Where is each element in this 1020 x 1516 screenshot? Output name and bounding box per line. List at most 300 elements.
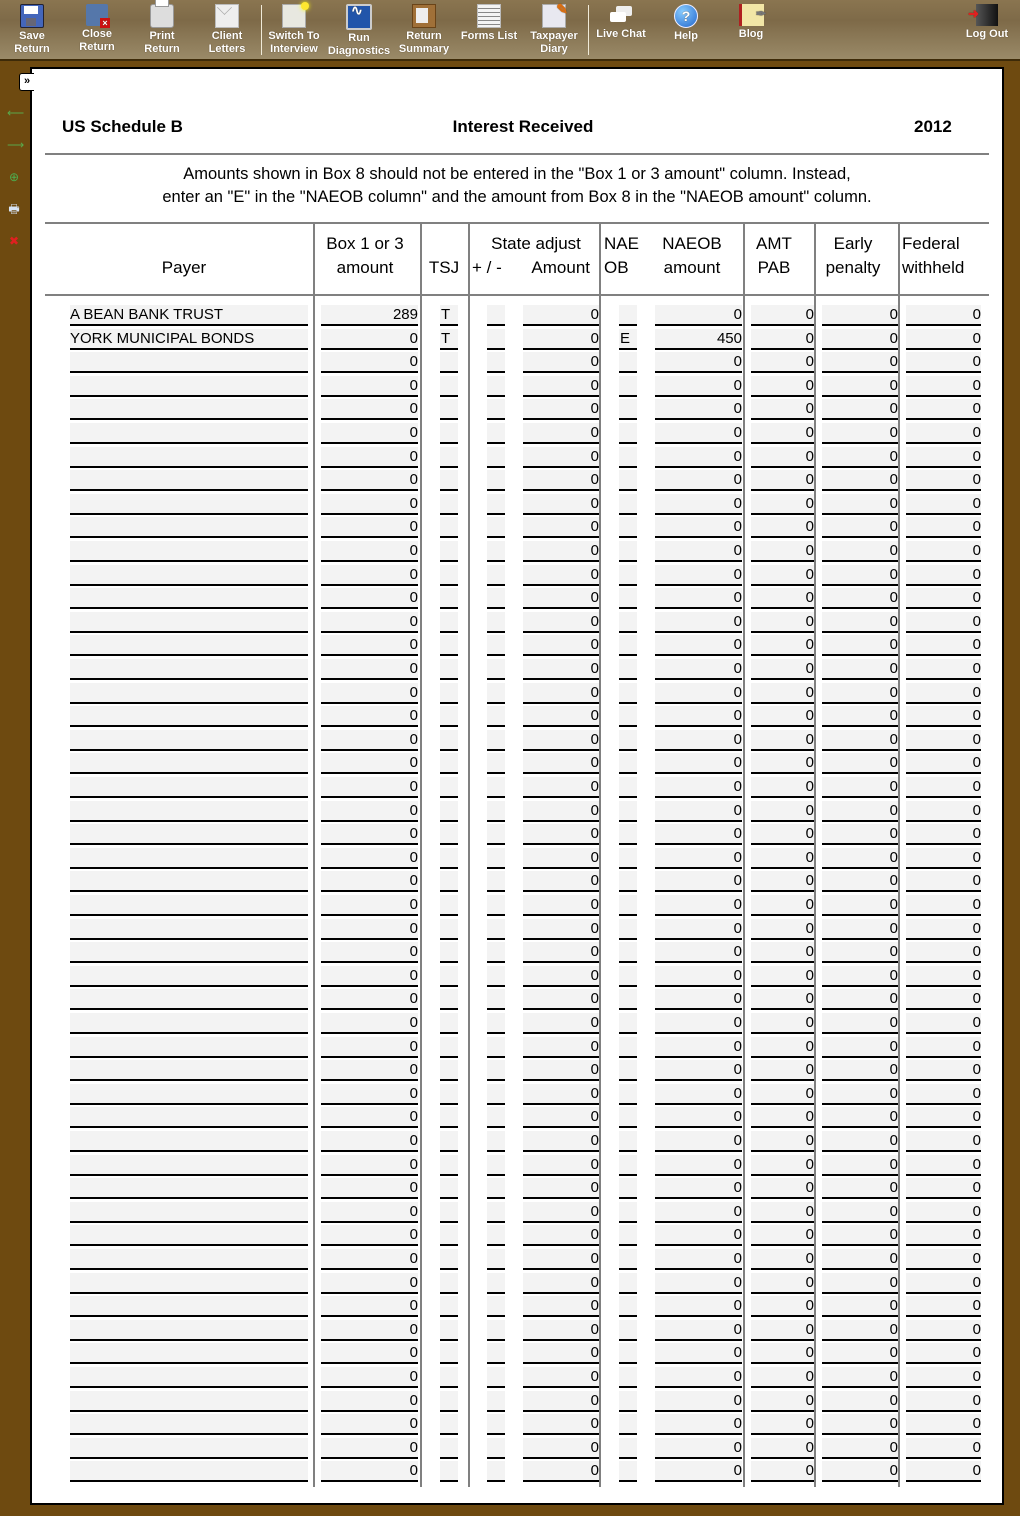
box13-amount-field[interactable]: 0 <box>321 376 418 397</box>
payer-field[interactable] <box>70 612 308 633</box>
state-adjust-sign-field[interactable] <box>487 989 505 1010</box>
box13-amount-field[interactable]: 0 <box>321 494 418 515</box>
amt-pab-field[interactable]: 0 <box>751 1155 814 1176</box>
naeob-amount-field[interactable]: 0 <box>655 1131 742 1152</box>
federal-withheld-field[interactable]: 0 <box>906 871 981 892</box>
next-arrow-icon[interactable]: ⟶ <box>7 138 25 152</box>
state-adjust-sign-field[interactable] <box>487 1249 505 1270</box>
amt-pab-field[interactable]: 0 <box>751 588 814 609</box>
naeob-code-field[interactable] <box>619 376 637 397</box>
federal-withheld-field[interactable]: 0 <box>906 1155 981 1176</box>
state-adjust-sign-field[interactable] <box>487 659 505 680</box>
naeob-amount-field[interactable]: 0 <box>655 1225 742 1246</box>
naeob-code-field[interactable] <box>619 423 637 444</box>
amt-pab-field[interactable]: 0 <box>751 1013 814 1034</box>
box13-amount-field[interactable]: 0 <box>321 329 418 350</box>
box13-amount-field[interactable]: 0 <box>321 1343 418 1364</box>
state-adjust-amount-field[interactable]: 0 <box>523 706 599 727</box>
federal-withheld-field[interactable]: 0 <box>906 848 981 869</box>
state-adjust-amount-field[interactable]: 0 <box>523 824 599 845</box>
tsj-field[interactable] <box>440 1084 458 1105</box>
box13-amount-field[interactable]: 0 <box>321 399 418 420</box>
state-adjust-sign-field[interactable] <box>487 730 505 751</box>
box13-amount-field[interactable]: 0 <box>321 824 418 845</box>
state-adjust-amount-field[interactable]: 0 <box>523 1296 599 1317</box>
federal-withheld-field[interactable]: 0 <box>906 352 981 373</box>
naeob-amount-field[interactable]: 0 <box>655 801 742 822</box>
early-penalty-field[interactable]: 0 <box>822 989 898 1010</box>
amt-pab-field[interactable]: 0 <box>751 1178 814 1199</box>
state-adjust-amount-field[interactable]: 0 <box>523 1367 599 1388</box>
state-adjust-sign-field[interactable] <box>487 1225 505 1246</box>
state-adjust-amount-field[interactable]: 0 <box>523 942 599 963</box>
state-adjust-amount-field[interactable]: 0 <box>523 1202 599 1223</box>
state-adjust-amount-field[interactable]: 0 <box>523 753 599 774</box>
payer-field[interactable] <box>70 635 308 656</box>
state-adjust-sign-field[interactable] <box>487 1084 505 1105</box>
federal-withheld-field[interactable]: 0 <box>906 1320 981 1341</box>
box13-amount-field[interactable]: 0 <box>321 1131 418 1152</box>
tsj-field[interactable] <box>440 1461 458 1482</box>
federal-withheld-field[interactable]: 0 <box>906 1249 981 1270</box>
payer-field[interactable] <box>70 777 308 798</box>
payer-field[interactable] <box>70 683 308 704</box>
naeob-code-field[interactable] <box>619 989 637 1010</box>
tsj-field[interactable] <box>440 565 458 586</box>
amt-pab-field[interactable]: 0 <box>751 635 814 656</box>
federal-withheld-field[interactable]: 0 <box>906 1296 981 1317</box>
payer-field[interactable] <box>70 989 308 1010</box>
payer-field[interactable] <box>70 1273 308 1294</box>
amt-pab-field[interactable]: 0 <box>751 848 814 869</box>
naeob-amount-field[interactable]: 0 <box>655 541 742 562</box>
naeob-code-field[interactable] <box>619 1343 637 1364</box>
state-adjust-sign-field[interactable] <box>487 1438 505 1459</box>
naeob-code-field[interactable] <box>619 1060 637 1081</box>
amt-pab-field[interactable]: 0 <box>751 541 814 562</box>
tsj-field[interactable] <box>440 352 458 373</box>
naeob-amount-field[interactable]: 0 <box>655 683 742 704</box>
tsj-field[interactable] <box>440 1414 458 1435</box>
box13-amount-field[interactable]: 0 <box>321 1320 418 1341</box>
tsj-field[interactable] <box>440 1367 458 1388</box>
early-penalty-field[interactable]: 0 <box>822 942 898 963</box>
amt-pab-field[interactable]: 0 <box>751 1438 814 1459</box>
naeob-code-field[interactable] <box>619 399 637 420</box>
state-adjust-amount-field[interactable]: 0 <box>523 399 599 420</box>
naeob-code-field[interactable] <box>619 1037 637 1058</box>
payer-field[interactable] <box>70 494 308 515</box>
naeob-amount-field[interactable]: 0 <box>655 470 742 491</box>
early-penalty-field[interactable]: 0 <box>822 1107 898 1128</box>
amt-pab-field[interactable]: 0 <box>751 1084 814 1105</box>
early-penalty-field[interactable]: 0 <box>822 848 898 869</box>
payer-field[interactable] <box>70 659 308 680</box>
naeob-amount-field[interactable]: 0 <box>655 565 742 586</box>
amt-pab-field[interactable]: 0 <box>751 305 814 326</box>
federal-withheld-field[interactable]: 0 <box>906 1131 981 1152</box>
naeob-code-field[interactable] <box>619 588 637 609</box>
federal-withheld-field[interactable]: 0 <box>906 942 981 963</box>
federal-withheld-field[interactable]: 0 <box>906 824 981 845</box>
naeob-code-field[interactable] <box>619 1107 637 1128</box>
payer-field[interactable] <box>70 470 308 491</box>
switch-to-interview-button[interactable] <box>262 4 326 56</box>
payer-field[interactable] <box>70 1084 308 1105</box>
box13-amount-field[interactable]: 0 <box>321 1107 418 1128</box>
naeob-amount-field[interactable]: 0 <box>655 1296 742 1317</box>
naeob-amount-field[interactable]: 0 <box>655 1013 742 1034</box>
tsj-field[interactable] <box>440 848 458 869</box>
amt-pab-field[interactable]: 0 <box>751 824 814 845</box>
federal-withheld-field[interactable]: 0 <box>906 777 981 798</box>
state-adjust-amount-field[interactable]: 0 <box>523 777 599 798</box>
tsj-field[interactable] <box>440 1225 458 1246</box>
naeob-amount-field[interactable]: 0 <box>655 588 742 609</box>
naeob-amount-field[interactable]: 0 <box>655 966 742 987</box>
state-adjust-sign-field[interactable] <box>487 1178 505 1199</box>
naeob-code-field[interactable] <box>619 565 637 586</box>
box13-amount-field[interactable]: 0 <box>321 1013 418 1034</box>
naeob-code-field[interactable] <box>619 942 637 963</box>
state-adjust-sign-field[interactable] <box>487 305 505 326</box>
box13-amount-field[interactable]: 0 <box>321 565 418 586</box>
payer-field[interactable] <box>70 447 308 468</box>
payer-field[interactable] <box>70 730 308 751</box>
state-adjust-amount-field[interactable]: 0 <box>523 447 599 468</box>
naeob-amount-field[interactable]: 0 <box>655 1060 742 1081</box>
naeob-amount-field[interactable]: 0 <box>655 635 742 656</box>
box13-amount-field[interactable]: 0 <box>321 1367 418 1388</box>
federal-withheld-field[interactable]: 0 <box>906 376 981 397</box>
early-penalty-field[interactable]: 0 <box>822 612 898 633</box>
payer-field[interactable] <box>70 1107 308 1128</box>
payer-field[interactable] <box>70 871 308 892</box>
early-penalty-field[interactable]: 0 <box>822 1320 898 1341</box>
early-penalty-field[interactable]: 0 <box>822 1131 898 1152</box>
state-adjust-sign-field[interactable] <box>487 1296 505 1317</box>
naeob-amount-field[interactable]: 0 <box>655 848 742 869</box>
early-penalty-field[interactable]: 0 <box>822 683 898 704</box>
state-adjust-amount-field[interactable]: 0 <box>523 517 599 538</box>
federal-withheld-field[interactable]: 0 <box>906 635 981 656</box>
naeob-amount-field[interactable]: 0 <box>655 305 742 326</box>
naeob-code-field[interactable] <box>619 966 637 987</box>
tsj-field[interactable] <box>440 1273 458 1294</box>
state-adjust-sign-field[interactable] <box>487 1037 505 1058</box>
state-adjust-amount-field[interactable]: 0 <box>523 423 599 444</box>
naeob-amount-field[interactable]: 0 <box>655 1084 742 1105</box>
state-adjust-amount-field[interactable]: 0 <box>523 376 599 397</box>
payer-field[interactable] <box>70 565 308 586</box>
box13-amount-field[interactable]: 0 <box>321 1225 418 1246</box>
payer-field[interactable] <box>70 1013 308 1034</box>
state-adjust-sign-field[interactable] <box>487 635 505 656</box>
box13-amount-field[interactable]: 0 <box>321 659 418 680</box>
state-adjust-sign-field[interactable] <box>487 1013 505 1034</box>
naeob-amount-field[interactable]: 0 <box>655 1202 742 1223</box>
tsj-field[interactable] <box>440 1202 458 1223</box>
early-penalty-field[interactable]: 0 <box>822 470 898 491</box>
amt-pab-field[interactable]: 0 <box>751 730 814 751</box>
naeob-amount-field[interactable]: 0 <box>655 1037 742 1058</box>
federal-withheld-field[interactable]: 0 <box>906 683 981 704</box>
state-adjust-sign-field[interactable] <box>487 494 505 515</box>
federal-withheld-field[interactable]: 0 <box>906 919 981 940</box>
state-adjust-sign-field[interactable] <box>487 1202 505 1223</box>
amt-pab-field[interactable]: 0 <box>751 1296 814 1317</box>
federal-withheld-field[interactable]: 0 <box>906 1202 981 1223</box>
state-adjust-amount-field[interactable]: 0 <box>523 541 599 562</box>
box13-amount-field[interactable]: 0 <box>321 470 418 491</box>
naeob-code-field[interactable] <box>619 1131 637 1152</box>
state-adjust-amount-field[interactable]: 0 <box>523 1249 599 1270</box>
state-adjust-amount-field[interactable]: 0 <box>523 1013 599 1034</box>
early-penalty-field[interactable]: 0 <box>822 706 898 727</box>
amt-pab-field[interactable]: 0 <box>751 942 814 963</box>
box13-amount-field[interactable]: 0 <box>321 730 418 751</box>
federal-withheld-field[interactable]: 0 <box>906 541 981 562</box>
naeob-code-field[interactable] <box>619 1367 637 1388</box>
save-return-button[interactable] <box>0 4 64 56</box>
tsj-field[interactable] <box>440 1107 458 1128</box>
box13-amount-field[interactable]: 0 <box>321 1060 418 1081</box>
payer-field[interactable] <box>70 753 308 774</box>
naeob-amount-field[interactable]: 0 <box>655 1273 742 1294</box>
box13-amount-field[interactable]: 0 <box>321 588 418 609</box>
amt-pab-field[interactable]: 0 <box>751 423 814 444</box>
federal-withheld-field[interactable]: 0 <box>906 895 981 916</box>
tsj-field[interactable] <box>440 659 458 680</box>
state-adjust-amount-field[interactable]: 0 <box>523 305 599 326</box>
amt-pab-field[interactable]: 0 <box>751 706 814 727</box>
state-adjust-amount-field[interactable]: 0 <box>523 683 599 704</box>
naeob-code-field[interactable] <box>619 305 637 326</box>
early-penalty-field[interactable]: 0 <box>822 1202 898 1223</box>
state-adjust-amount-field[interactable]: 0 <box>523 659 599 680</box>
tsj-field[interactable] <box>440 494 458 515</box>
state-adjust-amount-field[interactable]: 0 <box>523 470 599 491</box>
payer-field[interactable] <box>70 801 308 822</box>
state-adjust-sign-field[interactable] <box>487 1131 505 1152</box>
payer-field[interactable] <box>70 1249 308 1270</box>
naeob-code-field[interactable] <box>619 706 637 727</box>
state-adjust-amount-field[interactable]: 0 <box>523 1178 599 1199</box>
early-penalty-field[interactable]: 0 <box>822 352 898 373</box>
payer-field[interactable] <box>70 1131 308 1152</box>
state-adjust-sign-field[interactable] <box>487 352 505 373</box>
payer-field[interactable] <box>70 1202 308 1223</box>
federal-withheld-field[interactable]: 0 <box>906 1178 981 1199</box>
payer-field[interactable] <box>70 1438 308 1459</box>
naeob-amount-field[interactable]: 0 <box>655 1438 742 1459</box>
naeob-code-field[interactable] <box>619 517 637 538</box>
federal-withheld-field[interactable]: 0 <box>906 423 981 444</box>
box13-amount-field[interactable]: 0 <box>321 1391 418 1412</box>
run-diagnostics-button[interactable] <box>327 4 391 58</box>
state-adjust-sign-field[interactable] <box>487 399 505 420</box>
state-adjust-amount-field[interactable]: 0 <box>523 635 599 656</box>
state-adjust-sign-field[interactable] <box>487 541 505 562</box>
box13-amount-field[interactable]: 0 <box>321 895 418 916</box>
early-penalty-field[interactable]: 0 <box>822 753 898 774</box>
naeob-code-field[interactable] <box>619 1013 637 1034</box>
state-adjust-sign-field[interactable] <box>487 1391 505 1412</box>
state-adjust-sign-field[interactable] <box>487 517 505 538</box>
payer-field[interactable] <box>70 1343 308 1364</box>
box13-amount-field[interactable]: 0 <box>321 1178 418 1199</box>
expand-panel-toggle[interactable]: » <box>19 73 34 91</box>
tsj-field[interactable] <box>440 1438 458 1459</box>
state-adjust-amount-field[interactable]: 0 <box>523 989 599 1010</box>
federal-withheld-field[interactable]: 0 <box>906 399 981 420</box>
naeob-code-field[interactable]: E <box>619 329 637 350</box>
delete-form-icon[interactable]: ✖ <box>8 234 20 248</box>
federal-withheld-field[interactable]: 0 <box>906 1107 981 1128</box>
state-adjust-amount-field[interactable]: 0 <box>523 329 599 350</box>
federal-withheld-field[interactable]: 0 <box>906 1343 981 1364</box>
payer-field[interactable] <box>70 1296 308 1317</box>
box13-amount-field[interactable]: 0 <box>321 1273 418 1294</box>
state-adjust-amount-field[interactable]: 0 <box>523 1107 599 1128</box>
amt-pab-field[interactable]: 0 <box>751 470 814 491</box>
amt-pab-field[interactable]: 0 <box>751 895 814 916</box>
box13-amount-field[interactable]: 0 <box>321 1249 418 1270</box>
early-penalty-field[interactable]: 0 <box>822 565 898 586</box>
payer-field[interactable] <box>70 1037 308 1058</box>
early-penalty-field[interactable]: 0 <box>822 423 898 444</box>
federal-withheld-field[interactable]: 0 <box>906 447 981 468</box>
naeob-amount-field[interactable]: 0 <box>655 753 742 774</box>
amt-pab-field[interactable]: 0 <box>751 871 814 892</box>
federal-withheld-field[interactable]: 0 <box>906 612 981 633</box>
payer-field[interactable] <box>70 517 308 538</box>
add-row-icon[interactable]: ⊕ <box>8 170 20 184</box>
payer-field[interactable] <box>70 1060 308 1081</box>
state-adjust-sign-field[interactable] <box>487 777 505 798</box>
state-adjust-amount-field[interactable]: 0 <box>523 730 599 751</box>
tsj-field[interactable]: T <box>440 329 458 350</box>
naeob-code-field[interactable] <box>619 1084 637 1105</box>
tsj-field[interactable] <box>440 871 458 892</box>
tsj-field[interactable] <box>440 895 458 916</box>
tsj-field[interactable] <box>440 753 458 774</box>
federal-withheld-field[interactable]: 0 <box>906 1225 981 1246</box>
client-letters-button[interactable] <box>195 4 259 56</box>
state-adjust-amount-field[interactable]: 0 <box>523 1343 599 1364</box>
federal-withheld-field[interactable]: 0 <box>906 801 981 822</box>
help-button[interactable] <box>654 4 718 43</box>
early-penalty-field[interactable]: 0 <box>822 1273 898 1294</box>
naeob-code-field[interactable] <box>619 683 637 704</box>
federal-withheld-field[interactable]: 0 <box>906 659 981 680</box>
tsj-field[interactable] <box>440 1249 458 1270</box>
tsj-field[interactable] <box>440 1060 458 1081</box>
tsj-field[interactable] <box>440 376 458 397</box>
amt-pab-field[interactable]: 0 <box>751 919 814 940</box>
naeob-code-field[interactable] <box>619 635 637 656</box>
state-adjust-sign-field[interactable] <box>487 470 505 491</box>
state-adjust-sign-field[interactable] <box>487 447 505 468</box>
amt-pab-field[interactable]: 0 <box>751 399 814 420</box>
state-adjust-sign-field[interactable] <box>487 706 505 727</box>
tsj-field[interactable] <box>440 966 458 987</box>
early-penalty-field[interactable]: 0 <box>822 447 898 468</box>
amt-pab-field[interactable]: 0 <box>751 352 814 373</box>
federal-withheld-field[interactable]: 0 <box>906 588 981 609</box>
amt-pab-field[interactable]: 0 <box>751 329 814 350</box>
naeob-code-field[interactable] <box>619 1414 637 1435</box>
amt-pab-field[interactable]: 0 <box>751 801 814 822</box>
payer-field[interactable] <box>70 706 308 727</box>
payer-field[interactable] <box>70 376 308 397</box>
naeob-code-field[interactable] <box>619 612 637 633</box>
naeob-code-field[interactable] <box>619 541 637 562</box>
state-adjust-sign-field[interactable] <box>487 753 505 774</box>
amt-pab-field[interactable]: 0 <box>751 1037 814 1058</box>
box13-amount-field[interactable]: 0 <box>321 848 418 869</box>
naeob-amount-field[interactable]: 0 <box>655 612 742 633</box>
naeob-code-field[interactable] <box>619 1178 637 1199</box>
state-adjust-amount-field[interactable]: 0 <box>523 1060 599 1081</box>
state-adjust-amount-field[interactable]: 0 <box>523 966 599 987</box>
tsj-field[interactable] <box>440 541 458 562</box>
tsj-field[interactable] <box>440 1391 458 1412</box>
federal-withheld-field[interactable]: 0 <box>906 305 981 326</box>
naeob-amount-field[interactable]: 0 <box>655 1155 742 1176</box>
state-adjust-amount-field[interactable]: 0 <box>523 1438 599 1459</box>
amt-pab-field[interactable]: 0 <box>751 1414 814 1435</box>
payer-field[interactable] <box>70 1178 308 1199</box>
box13-amount-field[interactable]: 0 <box>321 801 418 822</box>
naeob-amount-field[interactable]: 0 <box>655 423 742 444</box>
box13-amount-field[interactable]: 0 <box>321 1202 418 1223</box>
naeob-amount-field[interactable]: 0 <box>655 989 742 1010</box>
tsj-field[interactable] <box>440 1296 458 1317</box>
naeob-amount-field[interactable]: 0 <box>655 1367 742 1388</box>
early-penalty-field[interactable]: 0 <box>822 777 898 798</box>
naeob-amount-field[interactable]: 0 <box>655 1391 742 1412</box>
naeob-code-field[interactable] <box>619 871 637 892</box>
state-adjust-amount-field[interactable]: 0 <box>523 588 599 609</box>
tsj-field[interactable] <box>440 1343 458 1364</box>
payer-field[interactable] <box>70 848 308 869</box>
early-penalty-field[interactable]: 0 <box>822 1461 898 1482</box>
state-adjust-amount-field[interactable]: 0 <box>523 895 599 916</box>
state-adjust-amount-field[interactable]: 0 <box>523 1037 599 1058</box>
live-chat-button[interactable] <box>589 4 653 41</box>
state-adjust-sign-field[interactable] <box>487 565 505 586</box>
federal-withheld-field[interactable]: 0 <box>906 730 981 751</box>
federal-withheld-field[interactable]: 0 <box>906 1013 981 1034</box>
state-adjust-sign-field[interactable] <box>487 801 505 822</box>
federal-withheld-field[interactable]: 0 <box>906 1367 981 1388</box>
state-adjust-sign-field[interactable] <box>487 1343 505 1364</box>
tsj-field[interactable] <box>440 919 458 940</box>
federal-withheld-field[interactable]: 0 <box>906 470 981 491</box>
naeob-code-field[interactable] <box>619 753 637 774</box>
amt-pab-field[interactable]: 0 <box>751 1343 814 1364</box>
amt-pab-field[interactable]: 0 <box>751 376 814 397</box>
federal-withheld-field[interactable]: 0 <box>906 1060 981 1081</box>
box13-amount-field[interactable]: 0 <box>321 1155 418 1176</box>
payer-field[interactable] <box>70 1414 308 1435</box>
federal-withheld-field[interactable]: 0 <box>906 494 981 515</box>
state-adjust-amount-field[interactable]: 0 <box>523 1225 599 1246</box>
tsj-field[interactable] <box>440 942 458 963</box>
box13-amount-field[interactable]: 0 <box>321 1414 418 1435</box>
payer-field[interactable] <box>70 541 308 562</box>
